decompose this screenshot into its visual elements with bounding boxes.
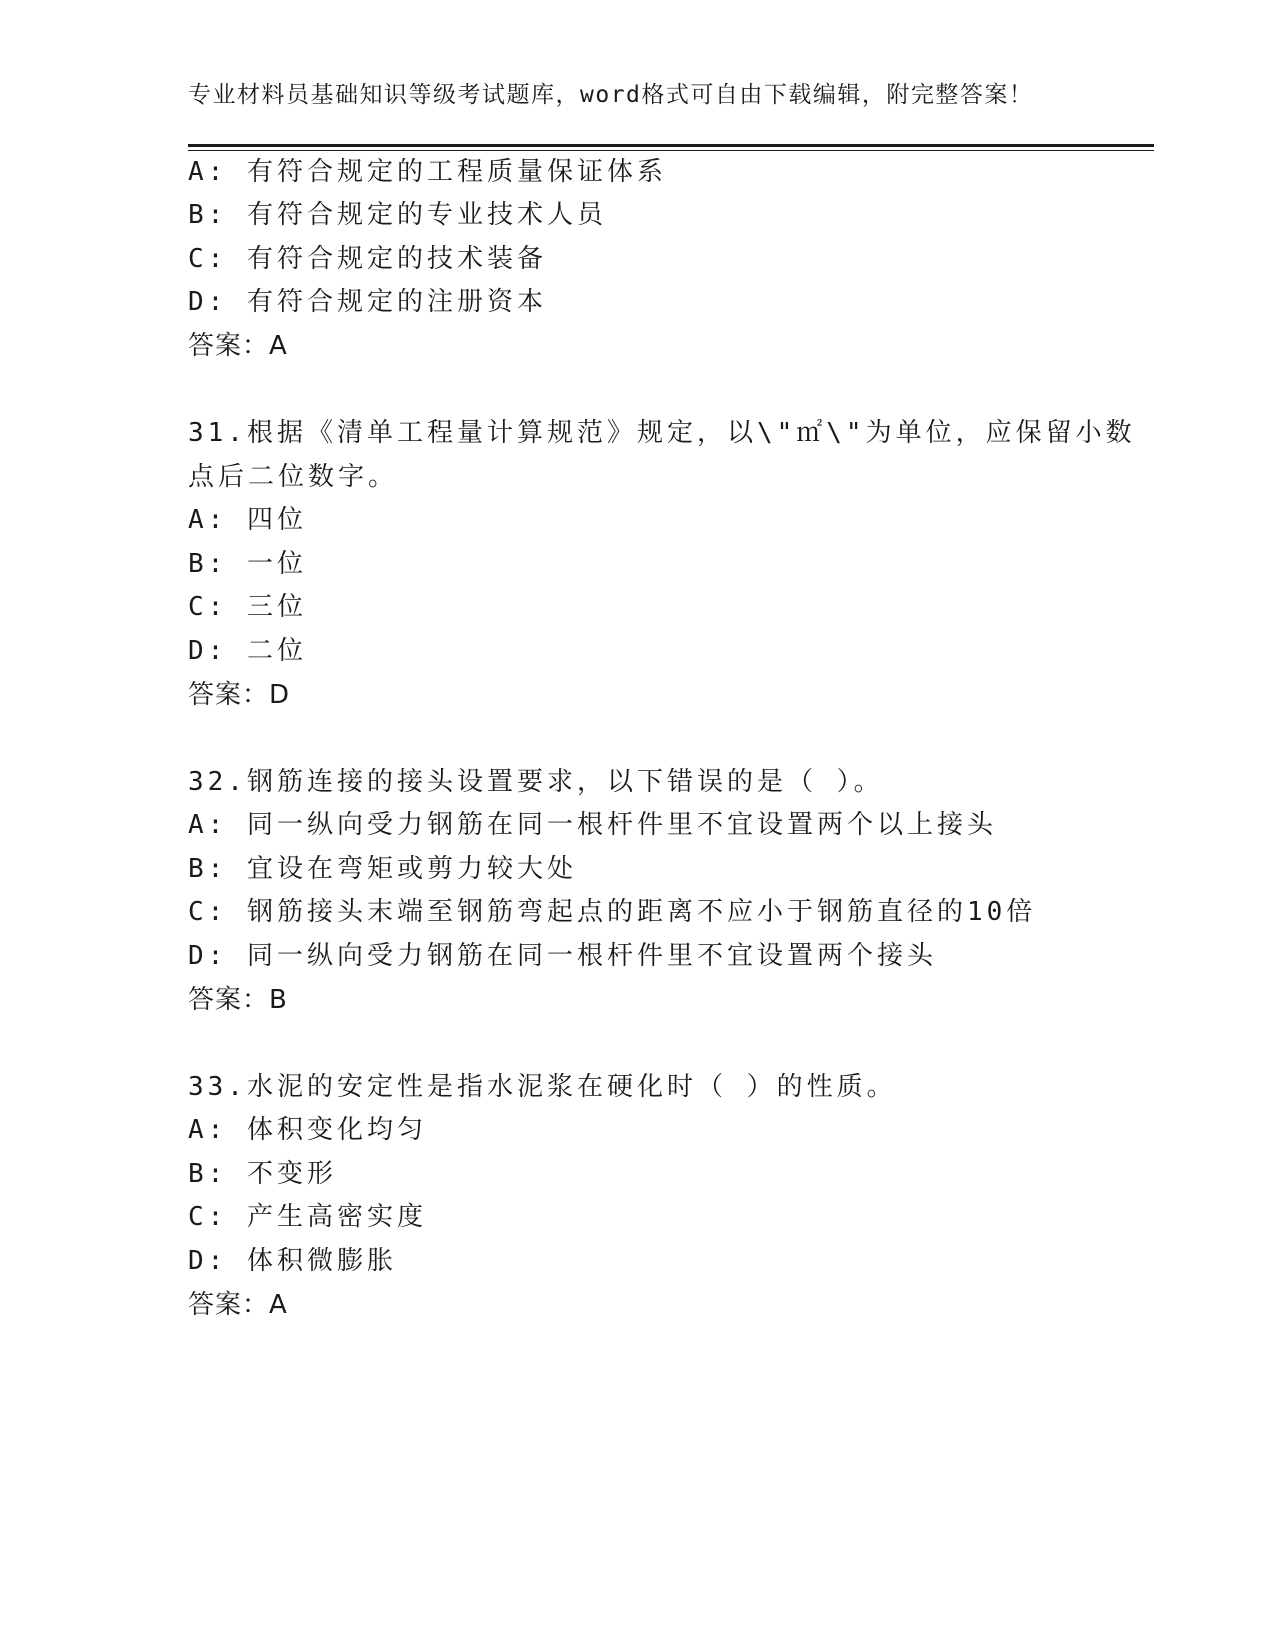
page-header: 专业材料员基础知识等级考试题库，word格式可自由下载编辑，附完整答案！ — [188, 82, 1034, 108]
question-text: 32.钢筋连接的接头设置要求，以下错误的是（ ）。 — [188, 767, 884, 797]
option-a: A: 体积变化均匀 — [188, 1115, 427, 1145]
option-a: A: 有符合规定的工程质量保证体系 — [188, 157, 667, 187]
option-d: D: 有符合规定的注册资本 — [188, 287, 547, 317]
header-divider — [188, 144, 1154, 147]
option-c: C: 钢筋接头末端至钢筋弯起点的距离不应小于钢筋直径的10倍 — [188, 897, 1037, 927]
option-b: B: 宜设在弯矩或剪力较大处 — [188, 854, 577, 884]
option-a: A: 同一纵向受力钢筋在同一根杆件里不宜设置两个以上接头 — [188, 810, 997, 840]
answer: 答案：D — [188, 680, 291, 710]
header-divider-thin — [188, 150, 1154, 151]
option-b: B: 不变形 — [188, 1159, 337, 1189]
answer: 答案：A — [188, 1290, 288, 1320]
option-c: C: 有符合规定的技术装备 — [188, 244, 547, 274]
option-b: B: 一位 — [188, 549, 307, 579]
option-d: D: 同一纵向受力钢筋在同一根杆件里不宜设置两个接头 — [188, 941, 937, 971]
question-text: 33.水泥的安定性是指水泥浆在硬化时（ ）的性质。 — [188, 1072, 897, 1102]
option-d: D: 二位 — [188, 636, 307, 666]
option-c: C: 三位 — [188, 592, 307, 622]
option-a: A: 四位 — [188, 505, 307, 535]
option-c: C: 产生高密实度 — [188, 1202, 427, 1232]
option-d: D: 体积微膨胀 — [188, 1246, 397, 1276]
question-text: 31.根据《清单工程量计算规范》规定，以\"㎡\"为单位，应保留小数 — [188, 418, 1136, 448]
option-b: B: 有符合规定的专业技术人员 — [188, 200, 607, 230]
answer: 答案：A — [188, 331, 288, 361]
answer: 答案：B — [188, 985, 288, 1015]
question-text-continued: 点后二位数字。 — [188, 462, 399, 492]
